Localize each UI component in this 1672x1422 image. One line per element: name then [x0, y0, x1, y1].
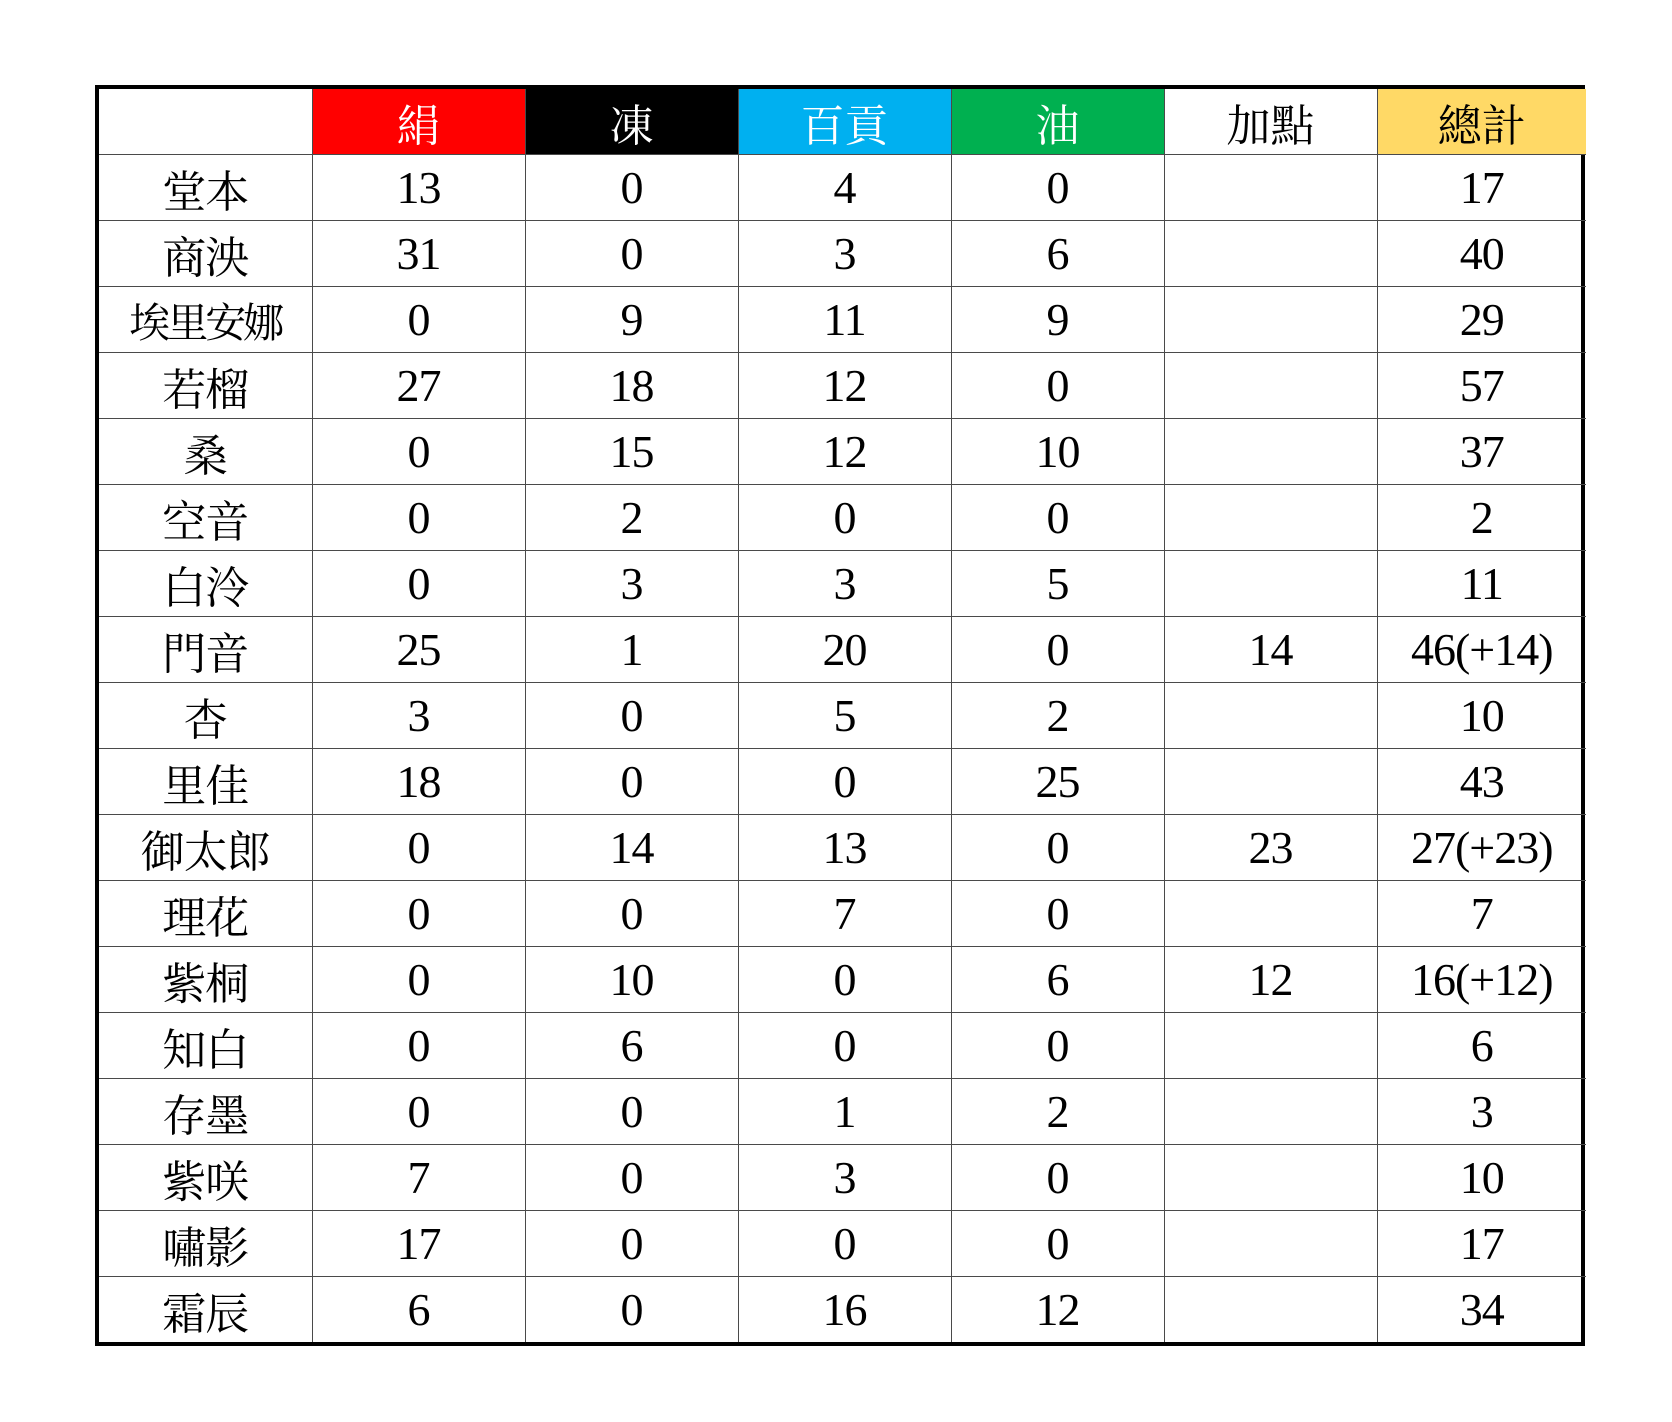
- cell-silk: 0: [312, 1079, 525, 1145]
- cell-total: 7: [1377, 881, 1586, 947]
- cell-bonus: [1164, 1079, 1377, 1145]
- row-name-cell: 知白: [99, 1013, 312, 1079]
- table-row: [99, 221, 1586, 287]
- cell-bonus: [1164, 683, 1377, 749]
- table-row: [99, 1079, 1586, 1145]
- score-grid: [99, 89, 1586, 1342]
- cell-baigong: 12: [738, 353, 951, 419]
- header-cell-total: 總計: [1377, 89, 1586, 155]
- table-row: [99, 683, 1586, 749]
- cell-bonus: [1164, 1145, 1377, 1211]
- table-row: [99, 881, 1586, 947]
- cell-frost: 0: [525, 1211, 738, 1277]
- cell-oil: 10: [951, 419, 1164, 485]
- cell-bonus: [1164, 353, 1377, 419]
- cell-silk: 3: [312, 683, 525, 749]
- cell-frost: 0: [525, 749, 738, 815]
- cell-frost: 2: [525, 485, 738, 551]
- cell-oil: 0: [951, 815, 1164, 881]
- cell-frost: 0: [525, 1277, 738, 1343]
- cell-baigong: 16: [738, 1277, 951, 1343]
- score-table: [95, 85, 1585, 1346]
- cell-silk: 7: [312, 1145, 525, 1211]
- cell-baigong: 11: [738, 287, 951, 353]
- cell-frost: 0: [525, 881, 738, 947]
- row-name-cell: 若榴: [99, 353, 312, 419]
- table-row: [99, 353, 1586, 419]
- cell-baigong: 0: [738, 485, 951, 551]
- cell-total: 57: [1377, 353, 1586, 419]
- header-corner-cell: [99, 89, 312, 155]
- cell-oil: 0: [951, 1211, 1164, 1277]
- row-name-cell: 埃里安娜: [99, 287, 312, 353]
- cell-oil: 5: [951, 551, 1164, 617]
- cell-oil: 6: [951, 221, 1164, 287]
- cell-oil: 6: [951, 947, 1164, 1013]
- cell-total: 10: [1377, 1145, 1586, 1211]
- row-name-cell: 白泠: [99, 551, 312, 617]
- table-row: [99, 1211, 1586, 1277]
- row-name-cell: 御太郎: [99, 815, 312, 881]
- cell-silk: 17: [312, 1211, 525, 1277]
- cell-oil: 0: [951, 881, 1164, 947]
- row-name-cell: 嘯影: [99, 1211, 312, 1277]
- cell-bonus: [1164, 881, 1377, 947]
- cell-oil: 0: [951, 617, 1164, 683]
- cell-oil: 25: [951, 749, 1164, 815]
- cell-total: 11: [1377, 551, 1586, 617]
- cell-total: 17: [1377, 1211, 1586, 1277]
- cell-total: 6: [1377, 1013, 1586, 1079]
- cell-frost: 6: [525, 1013, 738, 1079]
- table-row: [99, 485, 1586, 551]
- cell-bonus: [1164, 749, 1377, 815]
- cell-silk: 6: [312, 1277, 525, 1343]
- table-row: [99, 155, 1586, 221]
- cell-bonus: [1164, 221, 1377, 287]
- cell-baigong: 20: [738, 617, 951, 683]
- row-name-cell: 紫桐: [99, 947, 312, 1013]
- cell-total: 3: [1377, 1079, 1586, 1145]
- cell-oil: 2: [951, 683, 1164, 749]
- header-cell-oil: 油: [951, 89, 1164, 155]
- cell-frost: 0: [525, 1145, 738, 1211]
- cell-total: 46(+14): [1377, 617, 1586, 683]
- cell-baigong: 0: [738, 749, 951, 815]
- cell-baigong: 7: [738, 881, 951, 947]
- cell-frost: 14: [525, 815, 738, 881]
- cell-bonus: [1164, 1013, 1377, 1079]
- cell-baigong: 3: [738, 221, 951, 287]
- cell-oil: 0: [951, 353, 1164, 419]
- cell-baigong: 13: [738, 815, 951, 881]
- cell-oil: 0: [951, 155, 1164, 221]
- cell-total: 17: [1377, 155, 1586, 221]
- cell-silk: 0: [312, 947, 525, 1013]
- cell-total: 10: [1377, 683, 1586, 749]
- cell-silk: 0: [312, 815, 525, 881]
- table-row: [99, 815, 1586, 881]
- cell-frost: 1: [525, 617, 738, 683]
- cell-silk: 13: [312, 155, 525, 221]
- cell-total: 43: [1377, 749, 1586, 815]
- cell-frost: 0: [525, 155, 738, 221]
- cell-total: 16(+12): [1377, 947, 1586, 1013]
- row-name-cell: 門音: [99, 617, 312, 683]
- cell-frost: 18: [525, 353, 738, 419]
- row-name-cell: 堂本: [99, 155, 312, 221]
- cell-frost: 3: [525, 551, 738, 617]
- table-row: [99, 1277, 1586, 1343]
- cell-oil: 0: [951, 485, 1164, 551]
- cell-total: 34: [1377, 1277, 1586, 1343]
- header-cell-bonus: 加點: [1164, 89, 1377, 155]
- table-row: [99, 617, 1586, 683]
- table-row: [99, 1013, 1586, 1079]
- cell-bonus: [1164, 1211, 1377, 1277]
- cell-baigong: 12: [738, 419, 951, 485]
- cell-silk: 18: [312, 749, 525, 815]
- cell-oil: 0: [951, 1013, 1164, 1079]
- cell-bonus: 23: [1164, 815, 1377, 881]
- row-name-cell: 商泱: [99, 221, 312, 287]
- cell-bonus: 12: [1164, 947, 1377, 1013]
- row-name-cell: 空音: [99, 485, 312, 551]
- header-cell-baigong: 百貢: [738, 89, 951, 155]
- cell-baigong: 3: [738, 1145, 951, 1211]
- cell-silk: 31: [312, 221, 525, 287]
- header-row: [99, 89, 1586, 155]
- cell-silk: 0: [312, 287, 525, 353]
- header-cell-silk: 絹: [312, 89, 525, 155]
- row-name-cell: 桑: [99, 419, 312, 485]
- cell-silk: 0: [312, 1013, 525, 1079]
- cell-total: 2: [1377, 485, 1586, 551]
- row-name-cell: 理花: [99, 881, 312, 947]
- cell-bonus: [1164, 287, 1377, 353]
- cell-silk: 0: [312, 881, 525, 947]
- cell-baigong: 3: [738, 551, 951, 617]
- cell-baigong: 4: [738, 155, 951, 221]
- cell-baigong: 0: [738, 947, 951, 1013]
- cell-oil: 2: [951, 1079, 1164, 1145]
- cell-bonus: [1164, 485, 1377, 551]
- row-name-cell: 杏: [99, 683, 312, 749]
- cell-frost: 9: [525, 287, 738, 353]
- cell-silk: 27: [312, 353, 525, 419]
- cell-total: 27(+23): [1377, 815, 1586, 881]
- cell-bonus: [1164, 155, 1377, 221]
- cell-frost: 0: [525, 221, 738, 287]
- cell-baigong: 1: [738, 1079, 951, 1145]
- cell-bonus: 14: [1164, 617, 1377, 683]
- row-name-cell: 存墨: [99, 1079, 312, 1145]
- cell-silk: 25: [312, 617, 525, 683]
- cell-bonus: [1164, 551, 1377, 617]
- table-row: [99, 287, 1586, 353]
- cell-baigong: 0: [738, 1211, 951, 1277]
- cell-frost: 10: [525, 947, 738, 1013]
- header-cell-frost: 凍: [525, 89, 738, 155]
- cell-total: 37: [1377, 419, 1586, 485]
- cell-silk: 0: [312, 551, 525, 617]
- table-row: [99, 947, 1586, 1013]
- table-row: [99, 419, 1586, 485]
- row-name-cell: 紫咲: [99, 1145, 312, 1211]
- row-name-cell: 里佳: [99, 749, 312, 815]
- row-name-cell: 霜辰: [99, 1277, 312, 1343]
- table-row: [99, 551, 1586, 617]
- cell-silk: 0: [312, 485, 525, 551]
- cell-frost: 0: [525, 683, 738, 749]
- table-row: [99, 749, 1586, 815]
- cell-oil: 12: [951, 1277, 1164, 1343]
- cell-bonus: [1164, 419, 1377, 485]
- cell-oil: 9: [951, 287, 1164, 353]
- cell-bonus: [1164, 1277, 1377, 1343]
- table-row: [99, 1145, 1586, 1211]
- cell-frost: 0: [525, 1079, 738, 1145]
- cell-baigong: 0: [738, 1013, 951, 1079]
- cell-oil: 0: [951, 1145, 1164, 1211]
- cell-total: 29: [1377, 287, 1586, 353]
- cell-frost: 15: [525, 419, 738, 485]
- cell-total: 40: [1377, 221, 1586, 287]
- cell-baigong: 5: [738, 683, 951, 749]
- cell-silk: 0: [312, 419, 525, 485]
